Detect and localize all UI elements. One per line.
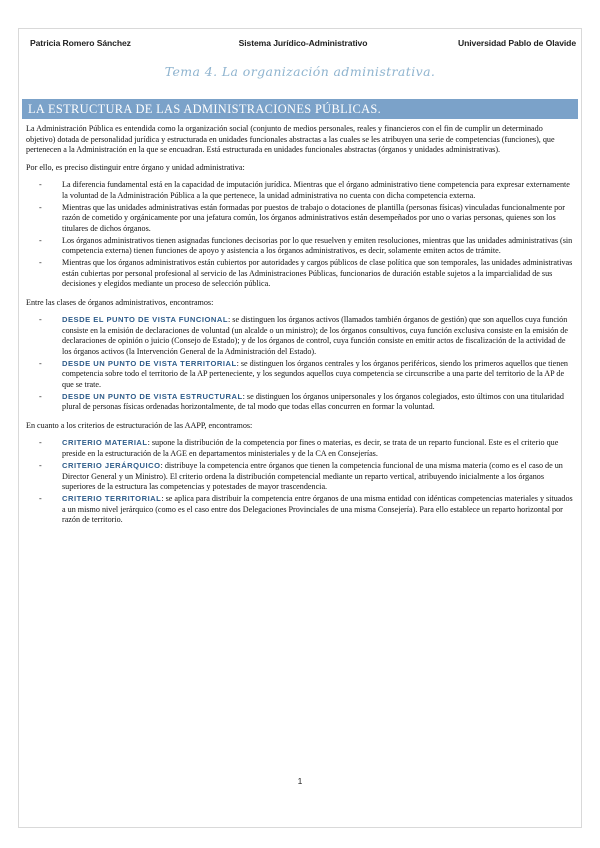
list-item bbox=[26, 461, 574, 493]
header-subject: Sistema Jurídico-Administrativo bbox=[238, 38, 368, 48]
class-text: : se distinguen los órganos centrales y los órganos periféricos, siendo los primeros aquellos que tienen competencia sobre todo el territorio de la AP perteneciente, y los segundos aquellos cuya competencia se circunscribe a una parte del territorio de la AP de que se trate. bbox=[62, 358, 568, 389]
dash-icon: - bbox=[39, 315, 42, 325]
criterion-keyword: CRITERIO MATERIAL bbox=[62, 438, 148, 448]
dash-icon: - bbox=[39, 235, 42, 245]
criterion-text: : distribuye la competencia entre órganos que tienen la competencia funcional de una misma materia (como es el caso de un Director General y un Ministro). El criterio ordena la distribución competencial mediante un reparto vertical, atribuyendo inicialmente a los órganos superiores de la estructura las competencias y potestades de mayor trascendencia. bbox=[62, 461, 563, 492]
distinction-intro: Por ello, es preciso distinguir entre órgano y unidad administrativa: bbox=[26, 162, 245, 172]
list-item bbox=[26, 236, 574, 257]
header-university: Universidad Pablo de Olavide bbox=[457, 38, 576, 48]
distinction-text: Mientras que las unidades administrativas están formadas por puestos de trabajo o dotaciones de plantilla (personas físicas) vinculadas funcionalmente por razón de cometido y orgánicamente por una jefatura común, los órganos administrativos están desempeñados por uno o varias personas, quienes son los titulares de dichos órganos. bbox=[62, 202, 565, 233]
page-number: 1 bbox=[297, 776, 303, 786]
section-title: LA ESTRUCTURA DE LAS ADMINISTRACIONES PÚBLICAS. bbox=[22, 99, 578, 119]
class-keyword: DESDE UN PUNTO DE VISTA ESTRUCTURAL bbox=[62, 391, 243, 401]
dash-icon: - bbox=[39, 391, 42, 401]
intro-paragraph: La Administración Pública es entendida como la organización social (conjunto de medios personales, reales y financieros con el fin de cumplir un determinado objetivo) dotada de personalidad jurídica y estructurada en unidades funcionales abstractas a las cuales se les atribuyen una serie de competencias (funciones), que pertenecen a la Administración en la que se encuadran. Está estructurada en unidades funcionales abstractas (órganos y unidades administrativas). bbox=[26, 124, 555, 154]
class-keyword: DESDE EL PUNTO DE VISTA FUNCIONAL bbox=[62, 315, 228, 325]
dash-icon: - bbox=[39, 258, 42, 268]
dash-icon: - bbox=[39, 438, 42, 448]
criteria-intro: En cuanto a los criterios de estructuración de las AAPP, encontramos: bbox=[26, 420, 253, 430]
classes-intro: Entre las clases de órganos administrativos, encontramos: bbox=[26, 297, 214, 307]
dash-icon: - bbox=[39, 202, 42, 212]
classes-list bbox=[26, 315, 574, 413]
list-item bbox=[26, 180, 574, 201]
distinction-list bbox=[26, 180, 574, 290]
dash-icon: - bbox=[39, 358, 42, 368]
criterion-keyword: CRITERIO JERÁRQUICO bbox=[62, 461, 161, 471]
topic-title: Tema 4. La organización administrativa. bbox=[164, 64, 436, 79]
list-item bbox=[26, 438, 574, 459]
list-item bbox=[26, 359, 574, 391]
document-body bbox=[26, 124, 574, 534]
class-text: : se distinguen los órganos activos (llamados también órganos de gestión) que son aquellos cuya función consiste en la emisión de declaraciones de voluntad (un alcalde o un ministro); de los órganos consultivos, cuya función exclusiva consiste en la emisión de declaraciones de opinión o juicio (Consejo de Estado); y de los órganos de control, cuya función consiste en emitir actos de fiscalización de la actividad de los órganos activos (la Intervención General de la Administración del Estado). bbox=[62, 315, 568, 356]
class-text: : se distinguen los órganos unipersonales y los órganos colegiados, esto últimos con una titularidad plural de personas físicas ordenadas horizontalmente, de tal modo que todas ellas concurren en formar la voluntad. bbox=[62, 391, 564, 412]
header-author: Patricia Romero Sánchez bbox=[30, 38, 131, 48]
list-item bbox=[26, 392, 574, 413]
distinction-text: La diferencia fundamental está en la capacidad de imputación jurídica. Mientras que el órgano administrativo tiene competencia para expresar externamente la voluntad de la Administración Pública a la que pertenece, la unidad administrativa no cuenta con dicha competencia externa. bbox=[62, 180, 570, 200]
criteria-list bbox=[26, 438, 574, 525]
class-keyword: DESDE UN PUNTO DE VISTA TERRITORIAL bbox=[62, 358, 237, 368]
list-item bbox=[26, 203, 574, 235]
criterion-keyword: CRITERIO TERRITORIAL bbox=[62, 494, 162, 504]
page-header bbox=[30, 38, 576, 52]
criterion-text: : supone la distribución de la competencia por fines o materias, es decir, se trata de un reparto funcional. Este es el criterio que preside en la estructuración de la AGE en departamentos ministeriales y de la CA en Consejerías. bbox=[62, 438, 559, 458]
dash-icon: - bbox=[39, 461, 42, 471]
list-item bbox=[26, 258, 574, 290]
distinction-text: Mientras que los órganos administrativos están cubiertos por autoridades y cargos públicos de clase política que son temporales, las unidades administrativas están cubiertas por personal profesional al servicio de las Administraciones Públicas, funcionarios de duración estable sujetos a la imparcialidad de sus decisiones y elegidos mediante un proceso de selección pública. bbox=[62, 258, 573, 289]
criterion-text: : se aplica para distribuir la competencia entre órganos de una misma entidad con idénticas competencias materiales y situados a un mismo nivel jerárquico (como es el caso entre dos Delegaciones Provinciales de una misma Consejería). Para ello establece un reparto horizontal por razón de territorio. bbox=[62, 494, 573, 525]
list-item bbox=[26, 494, 574, 526]
list-item bbox=[26, 315, 574, 357]
distinction-text: Los órganos administrativos tienen asignadas funciones decisorias por lo que resuelven y emiten resoluciones, mientras que las unidades administrativas (sin competencia externa) tienen funciones de apoyo y asistencia a los órganos administrativos, es decir, solamente emiten actos de trámite. bbox=[62, 235, 573, 256]
dash-icon: - bbox=[39, 180, 42, 189]
dash-icon: - bbox=[39, 494, 42, 504]
